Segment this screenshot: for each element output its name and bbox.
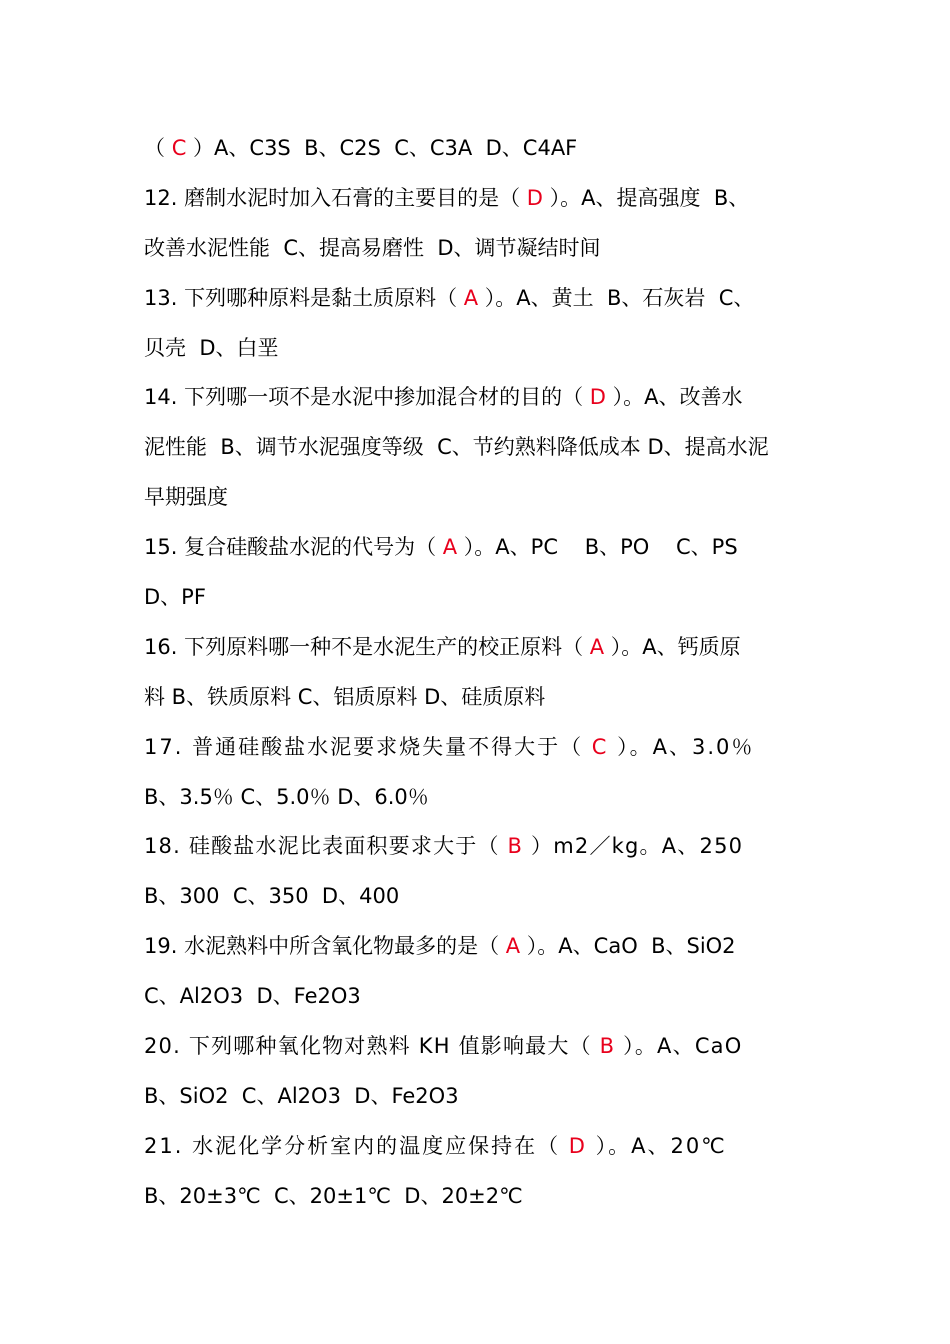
line-text: 贝壳 D、白垩 <box>144 335 279 360</box>
line-text: 料 B、铁质原料 C、铝质原料 D、硅质原料 <box>144 684 546 709</box>
text-line <box>144 124 814 174</box>
answer-letter: A <box>442 535 458 560</box>
line-text: 早期强度 <box>144 485 228 510</box>
text-line <box>144 623 814 673</box>
line-text: ）。A、改善水 <box>605 385 743 410</box>
answer-letter: D <box>526 185 543 210</box>
text-line <box>144 224 814 274</box>
line-text: ）。A、20℃ <box>586 1133 727 1158</box>
answer-letter: B <box>599 1034 616 1059</box>
line-text: ）。A、提高强度 B、 <box>542 185 750 210</box>
line-text: 15. 复合硅酸盐水泥的代号为（ <box>144 535 443 560</box>
answer-letter: D <box>568 1133 587 1158</box>
line-text: 12. 磨制水泥时加入石膏的主要目的是（ <box>144 185 527 210</box>
text-line <box>144 423 814 473</box>
line-text: ）。A、黄土 B、石灰岩 C、 <box>478 285 755 310</box>
line-text: C、Al2O3 D、Fe2O3 <box>144 984 361 1009</box>
line-text: ）。A、CaO B、SiO2 <box>520 934 736 959</box>
line-text: D、PF <box>144 585 206 610</box>
text-line <box>144 1022 814 1072</box>
line-text: 16. 下列原料哪一种不是水泥生产的校正原料（ <box>144 634 590 659</box>
line-text: B、SiO2 C、Al2O3 D、Fe2O3 <box>144 1083 459 1108</box>
line-text: ）。A、钙质原 <box>604 634 741 659</box>
text-line <box>144 822 814 872</box>
text-line <box>144 1172 814 1222</box>
line-text: ）。A、3.0％ <box>608 734 755 759</box>
answer-letter: C <box>591 734 609 759</box>
text-line <box>144 324 814 374</box>
answer-letter: A <box>463 285 479 310</box>
line-text: 13. 下列哪种原料是黏土质原料（ <box>144 285 464 310</box>
line-text: 改善水泥性能 C、提高易磨性 D、调节凝结时间 <box>144 235 601 260</box>
text-line <box>144 573 814 623</box>
answer-letter: C <box>171 136 187 160</box>
line-text: ）。A、CaO <box>615 1034 743 1059</box>
text-line <box>144 373 814 423</box>
answer-letter: A <box>505 934 521 959</box>
line-text: 18. 硅酸盐水泥比表面积要求大于（ <box>144 834 508 859</box>
line-text: B、20±3℃ C、20±1℃ D、20±2℃ <box>144 1183 523 1208</box>
line-text: ）。A、PC B、PO C、PS <box>457 535 738 560</box>
text-line <box>144 872 814 922</box>
text-line <box>144 773 814 823</box>
line-text: ）m2／kg。A、250 <box>523 834 744 859</box>
line-text: 21. 水泥化学分析室内的温度应保持在（ <box>144 1133 569 1158</box>
line-text: 14. 下列哪一项不是水泥中掺加混合材的目的（ <box>144 385 590 410</box>
line-text: 19. 水泥熟料中所含氧化物最多的是（ <box>144 934 506 959</box>
line-text: B、300 C、350 D、400 <box>144 884 400 909</box>
line-text: 泥性能 B、调节水泥强度等级 C、节约熟料降低成本 D、提高水泥 <box>144 435 769 460</box>
question-list <box>144 124 814 1222</box>
answer-letter: D <box>589 385 606 410</box>
text-line <box>144 274 814 324</box>
text-line <box>144 523 814 573</box>
text-line <box>144 473 814 523</box>
answer-letter: B <box>507 834 524 859</box>
text-line <box>144 723 814 773</box>
line-text: B、3.5％ C、5.0％ D、6.0％ <box>144 784 429 809</box>
text-line <box>144 1122 814 1172</box>
text-line <box>144 673 814 723</box>
text-line <box>144 922 814 972</box>
line-text: （ <box>144 136 172 160</box>
text-line <box>144 174 814 224</box>
text-line <box>144 972 814 1022</box>
text-line <box>144 1072 814 1122</box>
answer-letter: A <box>589 634 605 659</box>
line-text: 20. 下列哪种氧化物对熟料 KH 值影响最大（ <box>144 1034 600 1059</box>
line-text: 17. 普通硅酸盐水泥要求烧失量不得大于（ <box>144 734 592 759</box>
line-text: ）A、C3S B、C2S C、C3A D、C4AF <box>186 136 578 160</box>
